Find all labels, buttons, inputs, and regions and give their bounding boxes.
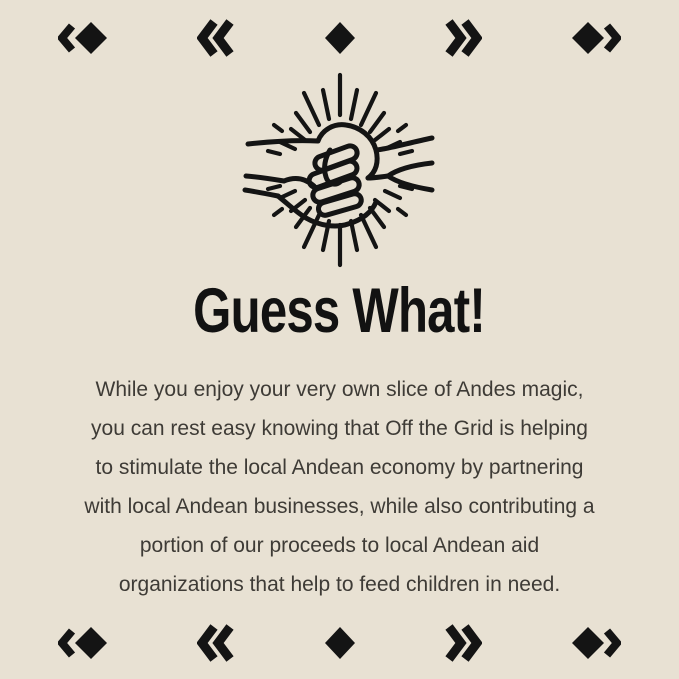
top-ornament-row	[0, 19, 679, 57]
paragraph-line: with local Andean businesses, while also contributing a	[84, 495, 595, 518]
diamond-icon	[322, 19, 358, 57]
diamond-icon	[322, 624, 358, 662]
paragraph-line: to stimulate the local Andean economy by partnering	[95, 456, 584, 479]
paragraph-line: organizations that help to feed children in need.	[118, 573, 561, 596]
body-paragraph	[84, 370, 594, 604]
page-title-text: Guess What!	[193, 276, 486, 346]
paragraph-line: portion of our proceeds to local Andean aid	[139, 534, 540, 557]
bottom-ornament-row	[0, 624, 679, 662]
diamond-chevron-right-icon	[567, 19, 621, 57]
double-chevron-right-icon	[442, 624, 482, 662]
diamond-chevron-right-icon	[567, 624, 621, 662]
double-chevron-left-icon	[197, 19, 237, 57]
paragraph-line: While you enjoy your very own slice of Andes magic,	[95, 378, 584, 401]
chevron-left-diamond-icon	[58, 19, 112, 57]
paragraph-line: you can rest easy knowing that Off the Grid is helping	[91, 417, 588, 440]
handshake-sunburst-icon	[240, 72, 440, 268]
double-chevron-left-icon	[197, 624, 237, 662]
chevron-left-diamond-icon	[58, 624, 112, 662]
double-chevron-right-icon	[442, 19, 482, 57]
page-title	[0, 276, 679, 346]
